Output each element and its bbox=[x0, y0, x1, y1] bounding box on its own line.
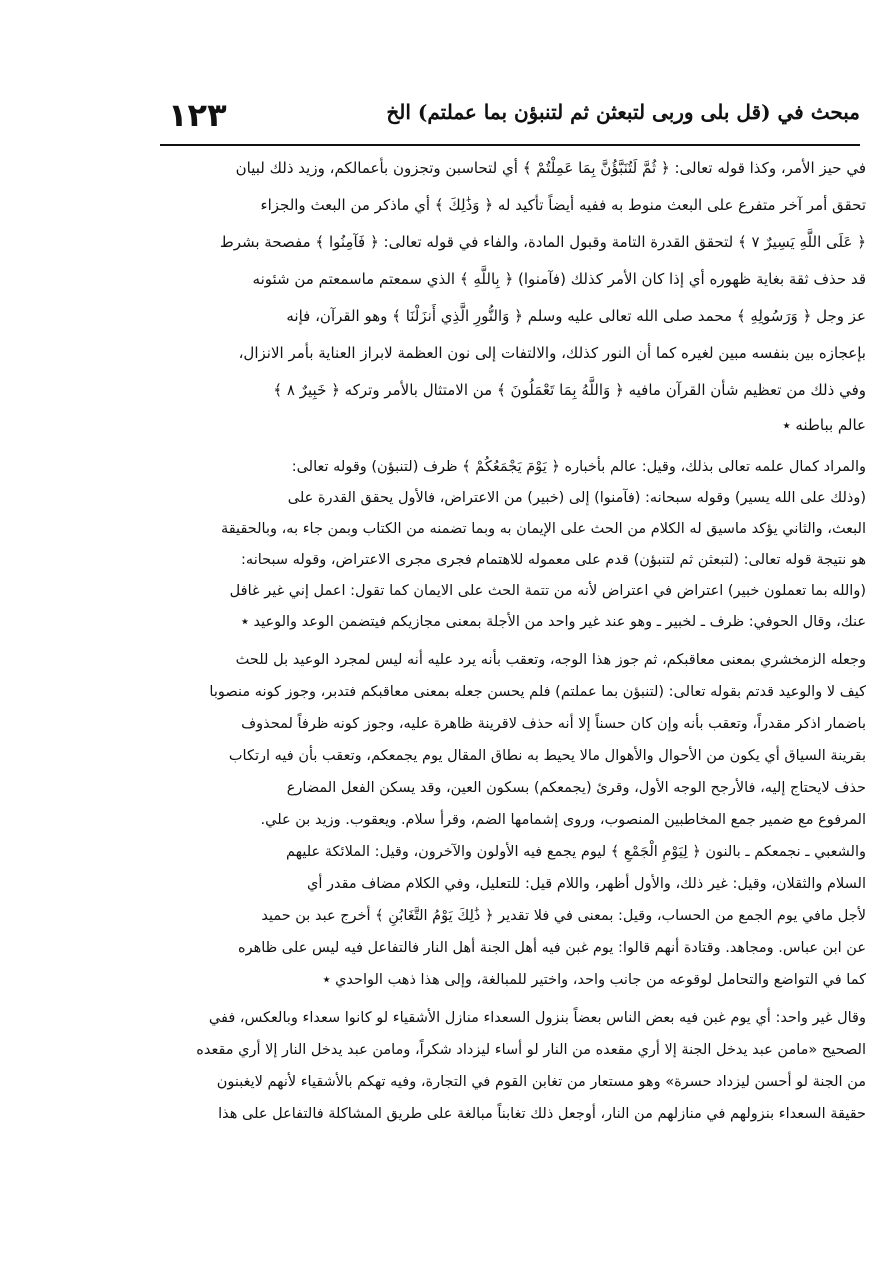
text-line: حذف لايحتاج إليه، فالأرجح الوجه الأول، وقرئ (يجمعكم) بسكون العين، وقد يسكن الفعل المضارع bbox=[286, 780, 866, 796]
text-line: في حيز الأمر، وكذا قوله تعالى: ﴿ ثُمَّ لَتُنَبَّؤُنَّ بِمَا عَمِلْتُمْ ﴾ أي لتحاسبن وتجزون بأعمالكم، وزيد ذلك لبيان bbox=[235, 159, 866, 177]
text-line: ﴿ عَلَى اللَّهِ يَسِيرٌ ٧ ﴾ لتحقق القدرة التامة وقبول المادة، والفاء في قوله تعالى: ﴿ فَآمِنُوا ﴾ مفصحة بشرط bbox=[219, 233, 866, 251]
paragraph-3 bbox=[148, 644, 866, 996]
text-line: حقيقة السعداء بنزولهم في منازلهم من النار، أوجعل ذلك تغابناً مبالغة على طريق المشاكلة فالتفاعل على هذا bbox=[218, 1106, 866, 1122]
text-line: البعث، والثاني يؤكد ماسيق له الكلام من الحث على الإيمان به وبما تضمنه من الكتاب وبمن جاء به، وبالحقيقة bbox=[220, 521, 866, 537]
text-line: عن ابن عباس. ومجاهد. وقتادة أنهم قالوا: يوم غبن فيه أهل الجنة أهل النار فالتفاعل فيه ليس على ظاهره bbox=[238, 940, 866, 956]
text-line: قد حذف ثقة بغاية ظهوره أي إذا كان الأمر كذلك (فآمنوا) ﴿ بِاللَّهِ ﴾ الذي سمعتم ماسمعتم من شئونه bbox=[252, 270, 866, 288]
header-divider bbox=[160, 144, 860, 146]
page-body bbox=[148, 150, 866, 1130]
text-line: وجعله الزمخشري بمعنى معاقبكم، ثم جوز هذا الوجه، وتعقب بأنه يرد عليه أنه ليس لمجرد الوعيد بل للحث bbox=[235, 652, 866, 668]
text-line: عز وجل ﴿ وَرَسُولِهِ ﴾ محمد صلى الله تعالى عليه وسلم ﴿ وَالنُّورِ الَّذِي أَنزَلْنَا ﴾ وهو القرآن، فإنه bbox=[286, 307, 866, 325]
text-line: السلام والثقلان، وقيل: غير ذلك، والأول أظهر، واللام قيل: للتعليل، وفي الكلام مضاف مقدر أي bbox=[306, 876, 866, 892]
text-line: والمراد كمال علمه تعالى بذلك، وقيل: عالم بأخباره ﴿ يَوْمَ يَجْمَعُكُمْ ﴾ ظرف (لتنبؤن) وقوله تعالى: bbox=[291, 459, 866, 475]
text-line: الصحيح «مامن عبد يدخل الجنة إلا أري مقعده من النار لو أساء ليزداد شكراً، ومامن عبد يدخل النار إلا أري مقعده bbox=[196, 1042, 866, 1058]
text-line: باضمار اذكر مقدراً، وتعقب بأنه وإن كان حسناً إلا أنه حذف لاقرينة ظاهرة عليه، وجوز كونه ظرفاً لمحذوف bbox=[241, 716, 866, 732]
text-line: عنك، وقال الحوفي: ظرف ـ لخبير ـ وهو عند غير واحد من الأجلة بمعنى مجازيكم فيتضمن الوعد والوعيد ٭ bbox=[240, 614, 866, 630]
text-line: كما في التواضع والتحامل لوقوعه من جانب واحد، واختير للمبالغة، وإلى هذا ذهب الواحدي ٭ bbox=[322, 972, 866, 988]
text-line: هو نتيجة قوله تعالى: (لتبعثن ثم لتنبؤن) قدم على معموله للاهتمام فجرى مجرى الاعتراض، وقوله سبحانه: bbox=[241, 552, 866, 568]
text-line: (وذلك على الله يسير) وقوله سبحانه: (فآمنوا) إلى (خبير) من الاعتراض، فالأول يحقق القدرة على bbox=[287, 490, 866, 506]
text-line: كيف لا والوعيد قدتم بقوله تعالى: (لتنبؤن بما عملتم) فلم يحسن جعله بمعنى معاقبكم فتدبر، وجوز كونه منصوبا bbox=[209, 684, 866, 700]
text-line: المرفوع مع ضمير جمع المخاطبين المنصوب، وروى إشمامها الضم، وقرأ سلام. ويعقوب. وزيد بن علي. bbox=[260, 812, 866, 828]
paragraph-1 bbox=[148, 150, 866, 442]
text-line: عالم بباطنه ٭ bbox=[782, 416, 866, 434]
page-number: ١٢٣ bbox=[168, 96, 227, 134]
running-title: مبحث في (قل بلى وربى لتبعثن ثم لتنبؤن بما عملتم) الخ bbox=[386, 100, 860, 124]
paragraph-gap bbox=[148, 442, 866, 452]
text-line: من الجنة لو أحسن ليزداد حسرة» وهو مستعار من تغابن القوم في التجارة، وفيه تهكم بالأشقياء لأنهم لايغبنون bbox=[216, 1074, 866, 1090]
text-line: لأجل مافي يوم الجمع من الحساب، وقيل: بمعنى في فلا تقدير ﴿ ذَٰلِكَ يَوْمُ التَّغَابُنِ ﴾ أخرج عبد بن حميد bbox=[261, 908, 866, 924]
text-line: بإعجازه بين بنفسه مبين لغيره كما أن النور كذلك، والالتفات إلى نون العظمة لابراز العناية بأمر الانزال، bbox=[238, 344, 866, 362]
paragraph-2 bbox=[148, 452, 866, 638]
text-line: (والله بما تعملون خبير) اعتراض في اعتراض لأنه من تتمة الحث على الايمان كما تقول: اعمل إني غير غافل bbox=[229, 583, 866, 599]
text-line: وقال غير واحد: أي يوم غبن فيه بعض الناس بعضاً بنزول السعداء منازل الأشقياء لو كانوا سعداء وبالعكس، ففي bbox=[208, 1010, 866, 1026]
page-header bbox=[160, 96, 860, 146]
text-line: تحقق أمر آخر متفرع على البعث منوط به ففيه أيضاً تأكيد له ﴿ وَذَٰلِكَ ﴾ أي ماذكر من البعث والجزاء bbox=[260, 196, 866, 214]
paragraph-4 bbox=[148, 1002, 866, 1130]
text-line: بقرينة السياق أي يكون من الأحوال والأهوال مالا يحيط به نطاق المقال يوم يجمعكم، وتعقب بأن فيه ارتكاب bbox=[228, 748, 866, 764]
text-line: وفي ذلك من تعظيم شأن القرآن مافيه ﴿ وَاللَّهُ بِمَا تَعْمَلُونَ ﴾ من الامتثال بالأمر وتركه ﴿ خَبِيرٌ ٨ ﴾ bbox=[273, 381, 866, 399]
text-line: والشعبي ـ نجمعكم ـ بالنون ﴿ لِيَوْمِ الْجَمْعِ ﴾ ليوم يجمع فيه الأولون والآخرون، وقيل: الملائكة عليهم bbox=[286, 844, 866, 860]
